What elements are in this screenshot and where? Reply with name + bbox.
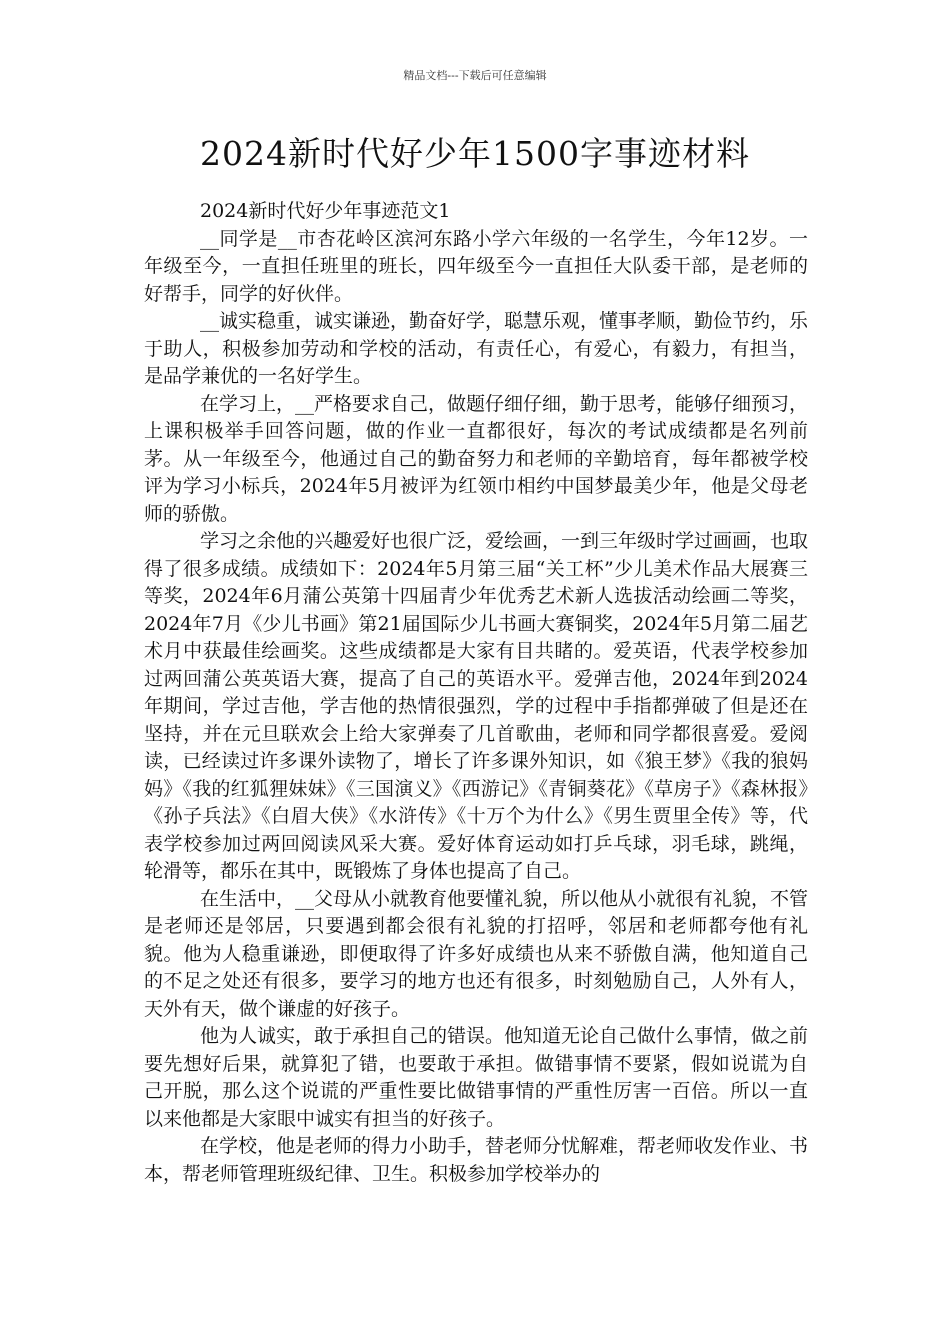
paragraph-1: __同学是__市杏花岭区滨河东路小学六年级的一名学生，今年12岁。一年级至今，一直担任班里的班长，四年级至今一直担任大队委干部，是老师的好帮手，同学的好伙伴。 xyxy=(144,227,808,305)
document-title: 2024新时代好少年1500字事迹材料 xyxy=(200,134,750,173)
paragraph-4: 学习之余他的兴趣爱好也很广泛，爱绘画，一到三年级时学过画画，也取得了很多成绩。成绩如下：2024年5月第三届“关工杯”少儿美术作品大展赛三等奖，2024年6月蒲公英第十四届青少年优秀艺术新人选拔活动绘画二等奖，2024年7月《少儿书画》第21届国际少儿书画大赛铜奖，2024年5月第二届艺术月中获最佳绘画奖。这些成绩都是大家有目共睹的。爱英语，代表学校参加过两回蒲公英英语大赛，提高了自己的英语水平。爱弹吉他，2024年到2024年期间，学过吉他，学吉他的热情很强烈，学的过程中手指都弹破了但是还在坚持，并在元旦联欢会上给大家弹奏了几首歌曲，老师和同学都很喜爱。爱阅读，已经读过许多课外读物了，增长了许多课外知识，如《狼王梦》《我的狼妈妈》《我的红狐狸妹妹》《三国演义》《西游记》《青铜葵花》《草房子》《森林报》《孙子兵法》《白眉大侠》《水浒传》《十万个为什么》《男生贾里全传》等，代表学校参加过两回阅读风采大赛。爱好体育运动如打乒乓球，羽毛球，跳绳，轮滑等，都乐在其中，既锻炼了身体也提高了自己。 xyxy=(144,530,809,882)
document-body xyxy=(144,198,808,1188)
header-note: 精品文档---下载后可任意编辑 xyxy=(403,69,547,82)
paragraph-6: 他为人诚实，敢于承担自己的错误。他知道无论自己做什么事情，做之前要先想好后果，就算犯了错，也要敢于承担。做错事情不要紧，假如说谎为自己开脱，那么这个说谎的严重性要比做错事情的严重性厉害一百倍。所以一直以来他都是大家眼中诚实有担当的好孩子。 xyxy=(144,1025,809,1130)
paragraph-3: 在学习上，__严格要求自己，做题仔细仔细，勤于思考，能够仔细预习，上课积极举手回答问题，做的作业一直都很好，每次的考试成绩都是名列前茅。从一年级至今，他通过自己的勤奋努力和老师的辛勤培育，每年都被学校评为学习小标兵，2024年5月被评为红领巾相约中国梦最美少年，他是父母老师的骄傲。 xyxy=(144,392,809,525)
paragraph-7: 在学校，他是老师的得力小助手，替老师分忧解难，帮老师收发作业、书本，帮老师管理班级纪律、卫生。积极参加学校举办的 xyxy=(144,1135,809,1185)
section-subheading: 2024新时代好少年事迹范文1 xyxy=(200,200,451,222)
paragraph-2: __诚实稳重，诚实谦逊，勤奋好学，聪慧乐观，懂事孝顺，勤俭节约，乐于助人，积极参加劳动和学校的活动，有责任心，有爱心，有毅力，有担当，是品学兼优的一名好学生。 xyxy=(144,310,809,387)
paragraph-5: 在生活中，__父母从小就教育他要懂礼貌，所以他从小就很有礼貌，不管是老师还是邻居，只要遇到都会很有礼貌的打招呼，邻居和老师都夸他有礼貌。他为人稳重谦逊，即便取得了许多好成绩也从来不骄傲自满，他知道自己的不足之处还有很多，要学习的地方也还有很多，时刻勉励自己，人外有人，天外有天，做个谦虚的好孩子。 xyxy=(144,887,809,1020)
